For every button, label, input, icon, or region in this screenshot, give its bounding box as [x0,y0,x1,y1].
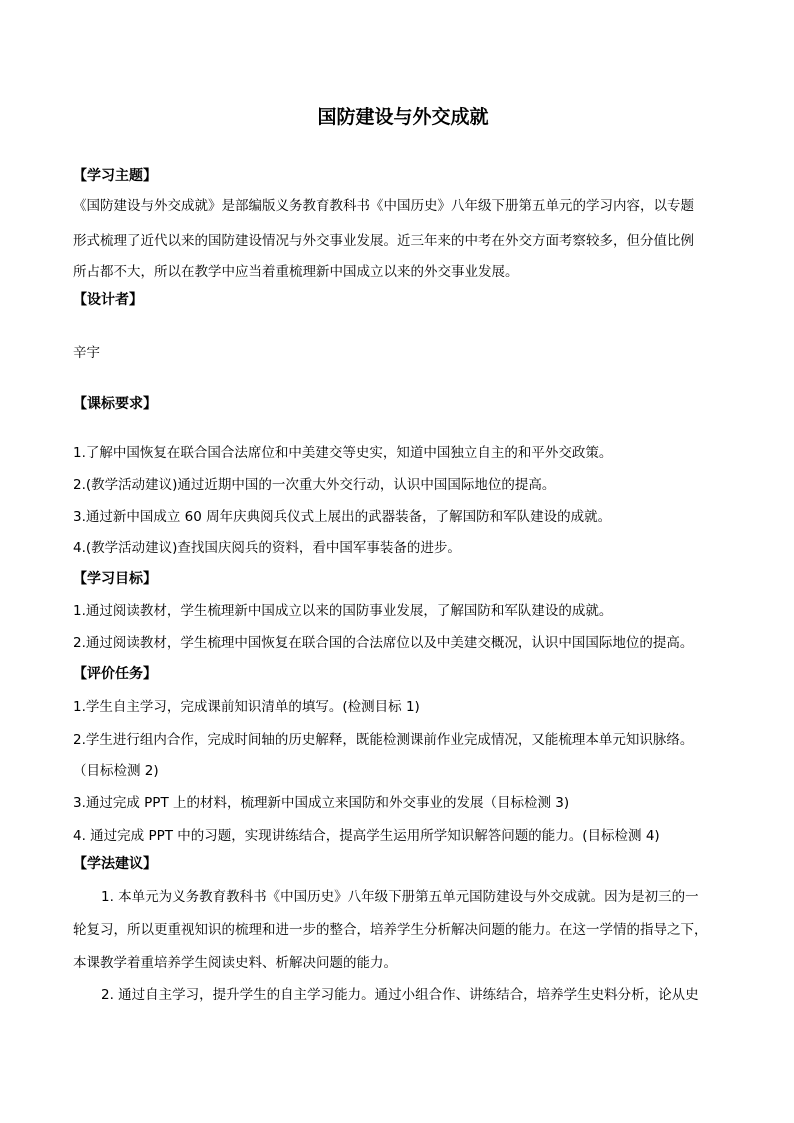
objective-item: 2.通过阅读教材，学生梳理中国恢复在联合国的合法席位以及中美建交概况，认识中国国际地位的提高。 [73,635,694,651]
section-heading-objectives: 【学习目标】 [73,571,157,587]
section-heading-evaluation: 【评价任务】 [73,666,157,682]
standard-item: 1.了解中国恢复在联合国合法席位和中美建交等史实，知道中国独立自主的和平外交政策。 [73,445,613,461]
topic-paragraph-line: 所占都不大，所以在教学中应当着重梳理新中国成立以来的外交事业发展。 [73,264,519,280]
evaluation-item: 2.学生进行组内合作，完成时间轴的历史解释，既能检测课前作业完成情况，又能梳理本单元知识脉络。 [73,732,694,748]
standard-item: 2.(教学活动建议)通过近期中国的一次重大外交行动，认识中国国际地位的提高。 [73,477,556,493]
evaluation-item: 1.学生自主学习，完成课前知识清单的填写。(检测目标 1) [73,699,420,715]
evaluation-item: 4. 通过完成 PPT 中的习题，实现讲练结合，提高学生运用所学知识解答问题的能力。(目标检测 4) [73,828,660,844]
section-heading-topic: 【学习主题】 [73,168,157,184]
designer-name: 辛宇 [73,345,100,361]
standard-item: 3.通过新中国成立 60 周年庆典阅兵仪式上展出的武器装备，了解国防和军队建设的成就。 [73,509,612,525]
topic-paragraph-line: 形式梳理了近代以来的国防建设情况与外交事业发展。近三年来的中考在外交方面考察较多，但分值比例 [73,233,694,249]
standard-item: 4.(教学活动建议)查找国庆阅兵的资料，看中国军事装备的进步。 [73,540,461,556]
objective-item: 1.通过阅读教材，学生梳理新中国成立以来的国防事业发展，了解国防和军队建设的成就。 [73,603,613,619]
section-heading-standards: 【课标要求】 [73,396,157,412]
evaluation-item: 3.通过完成 PPT 上的材料，梳理新中国成立来国防和外交事业的发展（目标检测 3) [73,795,570,811]
method-paragraph-line: 2. 通过自主学习，提升学生的自主学习能力。通过小组合作、讲练结合，培养学生史料分析，论从史 [101,987,699,1003]
method-paragraph-line: 1. 本单元为义务教育教科书《中国历史》八年级下册第五单元国防建设与外交成就。因为是初三的一 [101,889,699,905]
section-heading-method: 【学法建议】 [73,856,157,872]
document-title: 国防建设与外交成就 [317,106,489,128]
method-paragraph-line: 轮复习，所以更重视知识的梳理和进一步的整合，培养学生分析解决问题的能力。在这一学情的指导之下， [73,922,708,938]
method-paragraph-line: 本课教学着重培养学生阅读史料、析解决问题的能力。 [73,955,397,971]
section-heading-designer: 【设计者】 [73,292,143,308]
evaluation-item: （目标检测 2) [73,763,159,779]
topic-paragraph-line: 《国防建设与外交成就》是部编版义务教育教科书《中国历史》八年级下册第五单元的学习内容，以专题 [73,198,694,214]
